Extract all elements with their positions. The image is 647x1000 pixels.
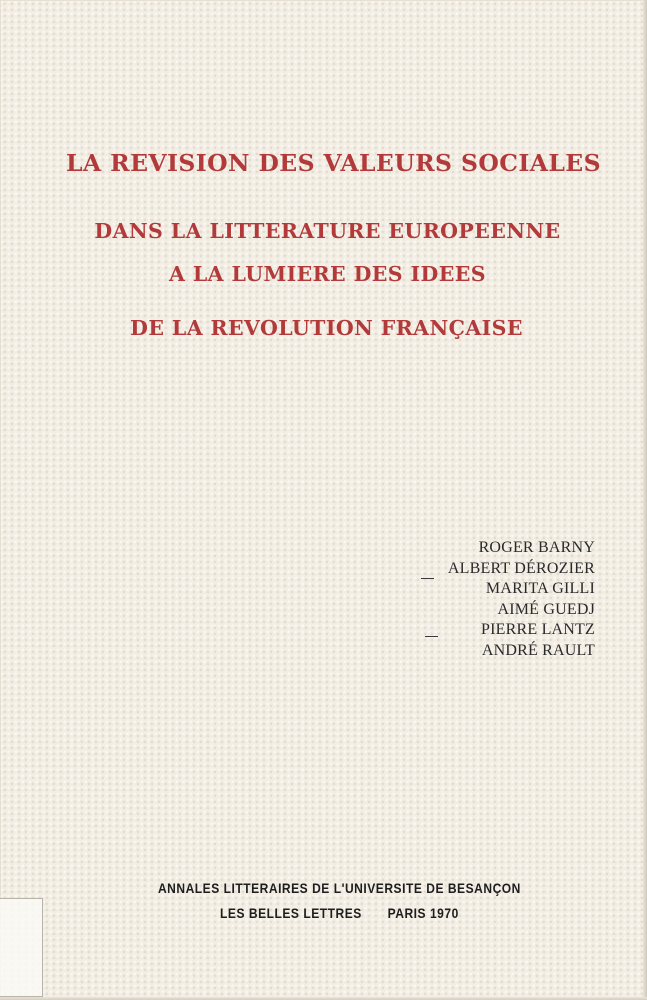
author-name: ANDRÉ RAULT [481, 641, 595, 659]
publisher-name: LES BELLES LETTRES [220, 905, 362, 921]
author-name: ROGER BARNY [478, 539, 595, 556]
author-name: ALBERT DÉROZIER [447, 559, 595, 577]
title-line-1: LA REVISION DES VALEURS SOCIALES [66, 149, 601, 177]
pencil-dash-mark [425, 636, 438, 637]
author-name: AIMÉ GUEDJ [497, 600, 595, 618]
title-line-4: DE LA REVOLUTION FRANÇAISE [130, 316, 523, 340]
title-line-2: DANS LA LITTERATURE EUROPEENNE [94, 219, 561, 243]
imprint-line [61, 905, 617, 921]
pencil-dash-mark [421, 578, 434, 579]
publisher-series-line: ANNALES LITTERAIRES DE L'UNIVERSITE DE BESANÇON [157, 880, 521, 896]
place-and-year: PARIS 1970 [387, 905, 459, 921]
author-list [355, 538, 595, 661]
author-name: MARITA GILLI [485, 580, 595, 597]
title-line-3: A LA LUMIERE DES IDEES [169, 262, 486, 286]
author-name: PIERRE LANTZ [481, 621, 595, 638]
library-label-sticker [0, 898, 43, 997]
